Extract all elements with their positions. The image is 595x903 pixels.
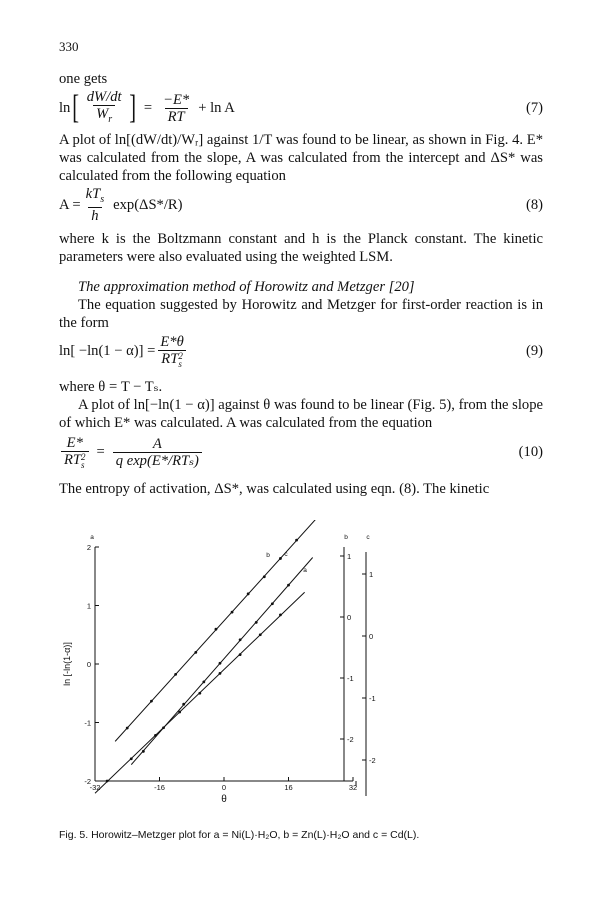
x-tick-label: 32	[348, 783, 358, 792]
eq10-right-denominator: q exp(E*/RTₛ)	[113, 452, 202, 469]
eq8-lhs: A =	[59, 197, 81, 213]
c-tick-label: -2	[369, 756, 376, 765]
x-tick-label: 16	[284, 783, 293, 792]
data-point-c	[202, 680, 205, 683]
data-point-a	[106, 780, 109, 783]
x-axis-symbol: θ	[221, 794, 227, 805]
data-point-b	[126, 727, 129, 730]
data-point-c	[239, 638, 242, 641]
data-point-b	[247, 592, 250, 595]
figure-caption: Fig. 5. Horowitz–Metzger plot for a = Ni(L)·H₂O, b = Zn(L)·H₂O and c = Cd(L).	[59, 829, 420, 841]
section-heading: The approximation method of Horowitz and Metzger [20]	[78, 279, 415, 295]
figure-5-plot	[0, 520, 595, 820]
a-tick-label: -1	[84, 718, 91, 728]
eq7-tail: + ln A	[198, 100, 235, 116]
equation-10	[59, 434, 204, 470]
data-point-b	[263, 575, 266, 578]
fit-line-b	[115, 520, 321, 741]
paragraph-4: The equation suggested by Horowitz and Metzger for first-order reaction is in the form	[59, 297, 543, 331]
x-tick-label: -32	[89, 783, 101, 792]
eq7-rhs-denominator: RT	[165, 108, 188, 125]
data-point-a	[279, 613, 282, 616]
line-label-c: c	[284, 551, 288, 558]
data-point-b	[174, 673, 177, 676]
a-tick-label: -2	[84, 777, 91, 786]
eq7-lhs-numerator: dW/dt	[86, 88, 122, 105]
b-tick-label: -1	[347, 674, 354, 683]
data-point-b	[279, 557, 282, 560]
eq9-number: (9)	[525, 343, 543, 359]
paragraph-6: A plot of ln[−ln(1 − α)] against θ was found to be linear (Fig. 5), from the slope of which E* was calculated. A was calculated from the equation	[59, 397, 543, 431]
axis-b-label: b	[344, 534, 348, 541]
data-point-c	[287, 584, 290, 587]
c-tick-label: 1	[369, 570, 374, 579]
eq7-equals: =	[143, 100, 153, 116]
axis-c-label: c	[366, 534, 370, 541]
eq8-number: (8)	[525, 197, 543, 213]
data-point-a	[259, 633, 262, 636]
eq10-equals: =	[96, 444, 105, 460]
eq10-right-numerator: A	[152, 435, 162, 452]
line-label-b: b	[266, 552, 270, 559]
paragraph-3: where k is the Boltzmann constant and h is the Planck constant. The kinetic parameters were also evaluated using the weighted LSM.	[59, 231, 543, 265]
data-point-c	[182, 703, 185, 706]
data-point-b	[150, 700, 153, 703]
a-tick-label: 1	[86, 601, 91, 611]
data-point-b	[194, 651, 197, 654]
eq7-rhs-numerator: −E*	[163, 91, 190, 108]
eq9-lhs: ln[ −ln(1 − α)] =	[59, 343, 156, 359]
eq9-denominator-sup: 2	[178, 350, 183, 361]
eq8-tail: exp(ΔS*/R)	[113, 197, 183, 213]
data-point-c	[219, 662, 222, 665]
c-tick-label: -1	[369, 694, 376, 703]
data-point-a	[198, 692, 201, 695]
data-point-a	[130, 757, 133, 760]
equation-8	[59, 187, 183, 223]
eq9-denominator: RT	[161, 351, 179, 368]
line-label-a: a	[303, 567, 307, 574]
eq10-number: (10)	[518, 444, 543, 460]
paragraph-1: one gets	[59, 71, 108, 87]
a-tick-label: 2	[86, 543, 91, 552]
fit-line-c	[131, 558, 312, 765]
data-point-b	[231, 611, 234, 614]
a-tick-label: 0	[86, 660, 91, 669]
y-axis-title: ln [-ln(1-α)]	[62, 642, 72, 686]
equation-9	[59, 333, 189, 369]
eq8-numerator-sub: s	[100, 193, 105, 205]
page-number: 330	[59, 39, 79, 54]
data-point-a	[154, 734, 157, 737]
data-point-c	[142, 750, 145, 753]
eq10-left-denominator-sub: s	[81, 459, 85, 470]
eq10-left-denominator-sup: 2	[81, 451, 86, 462]
data-point-b	[215, 628, 218, 631]
paragraph-7: The entropy of activation, ΔS*, was calculated using eqn. (8). The kinetic	[59, 481, 490, 497]
eq7-lhs-denominator: W	[96, 105, 109, 122]
b-tick-label: -2	[347, 735, 354, 744]
eq10-left-numerator: E*	[66, 435, 83, 452]
c-tick-label: 0	[369, 632, 374, 641]
data-point-b	[295, 539, 298, 542]
axis-a-label: a	[90, 534, 94, 541]
eq8-numerator: kT	[85, 185, 101, 202]
data-point-c	[255, 621, 258, 624]
x-tick-label: 0	[221, 783, 227, 792]
paragraph-2: A plot of ln[(dW/dt)/Wᵣ] against 1/T was found to be linear, as shown in Fig. 4. E* was calculated from the slope, A was calculated from the intercept and ΔS* was calculated from the following equation	[59, 132, 543, 184]
data-point-a	[178, 711, 181, 714]
b-tick-label: 0	[347, 613, 352, 622]
eq8-denominator: h	[88, 207, 101, 224]
eq10-left-denominator: RT	[64, 452, 82, 469]
x-tick-label: -16	[154, 783, 165, 792]
eq7-ln: ln	[59, 100, 71, 116]
eq7-lhs-denominator-sub: r	[108, 113, 113, 125]
paragraph-5: where θ = T − Tₛ.	[59, 379, 163, 395]
data-point-c	[271, 602, 274, 605]
b-tick-label: 1	[347, 552, 352, 561]
data-point-c	[162, 726, 165, 729]
data-point-a	[219, 672, 222, 675]
eq7-number: (7)	[525, 100, 543, 116]
equation-7: ln [ $\frac{dW/dt}{W_r}$ ] = $\frac{-E*}{RT}$ + ln A	[59, 88, 235, 126]
eq9-numerator: E*θ	[160, 334, 184, 351]
data-point-a	[239, 653, 242, 656]
eq9-denominator-sub: s	[178, 358, 182, 369]
